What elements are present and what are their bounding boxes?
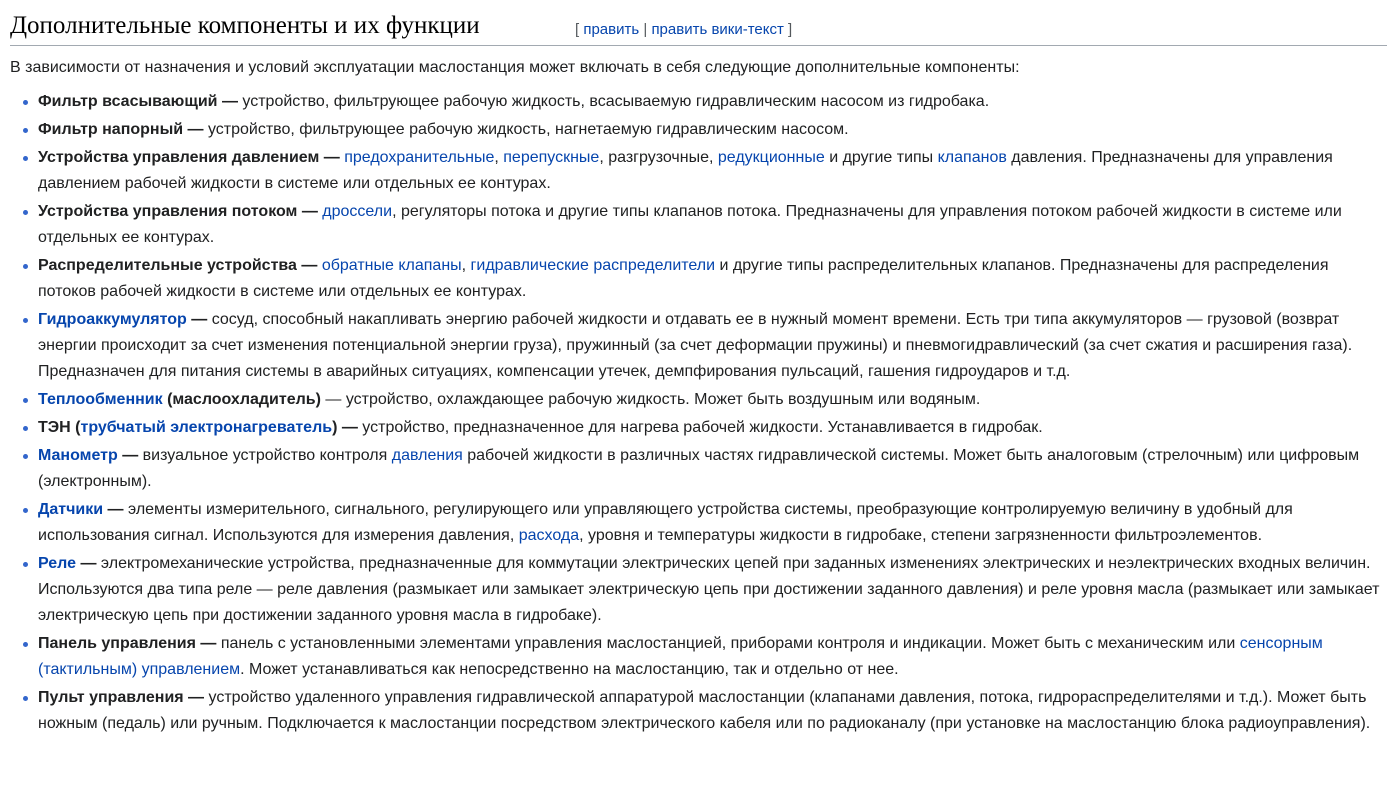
item-dash: — bbox=[217, 93, 243, 110]
item-text: , bbox=[461, 257, 471, 274]
list-item-remote-control bbox=[10, 685, 1387, 737]
item-term-rest: ) bbox=[332, 419, 338, 436]
link-relay[interactable]: Реле bbox=[38, 555, 77, 572]
link-sensors[interactable]: Датчики bbox=[38, 501, 104, 518]
list-item-flow-control bbox=[10, 199, 1387, 251]
edit-bracket-open: [ bbox=[575, 21, 580, 38]
item-dash: — bbox=[296, 257, 322, 274]
item-dash: — bbox=[76, 555, 101, 572]
list-item-suction-filter bbox=[10, 89, 1387, 115]
item-term: Панель управления bbox=[38, 635, 196, 652]
link-pressure[interactable]: давления bbox=[391, 447, 463, 464]
list-item-heat-exchanger bbox=[10, 387, 1387, 413]
item-text: , регуляторы потока и другие типы клапанов потока. Предназначены для управления потоком рабочей жидкости в системе или отдельных ее контурах. bbox=[38, 203, 1342, 246]
item-text: устройство, фильтрующее рабочую жидкость, нагнетаемую гидравлическим насосом. bbox=[207, 121, 849, 138]
list-item-sensors bbox=[10, 497, 1387, 549]
item-term: Фильтр всасывающий bbox=[38, 93, 218, 110]
link-check-valves[interactable]: обратные клапаны bbox=[321, 257, 462, 274]
item-dash: — bbox=[117, 447, 143, 464]
item-dash: — bbox=[183, 689, 209, 706]
item-text: элементы измерительного, сигнального, регулирующего или управляющего устройства системы, преобразующие контролируемую величину в удобный для использования сигнал. Используются для измерения давления, bbox=[38, 501, 1293, 544]
item-text: и другие типы распределительных клапанов. Предназначены для распределения потоков рабочей жидкости в системе или отдельных ее контурах. bbox=[38, 257, 1329, 300]
item-term: Устройства управления потоком bbox=[38, 203, 298, 220]
section-heading bbox=[10, 0, 1387, 46]
item-text: устройство удаленного управления гидравлической аппаратурой маслостанции (клапанами давления, потока, гидрораспределителями и т.д.). Может быть ножным (педаль) или ручным. Подключается к маслостанции посредством электрического кабеля или по радиоканалу (при установке на маслостанцию блока радиоуправления). bbox=[38, 689, 1371, 732]
bullet-icon bbox=[23, 508, 28, 513]
list-item-control-panel bbox=[10, 631, 1387, 683]
item-dash: — bbox=[183, 121, 208, 138]
item-term: Распределительные устройства bbox=[38, 257, 297, 274]
item-text: , уровня и температуры жидкости в гидробаке, степени загрязненности фильтроэлементов. bbox=[579, 527, 1263, 544]
item-term: ТЭН ( bbox=[38, 419, 81, 436]
edit-section-links bbox=[575, 20, 792, 40]
link-flow-rate[interactable]: расхода bbox=[518, 527, 580, 544]
link-valves[interactable]: клапанов bbox=[937, 149, 1007, 166]
link-manometer[interactable]: Манометр bbox=[38, 447, 118, 464]
edit-source-link[interactable]: править вики-текст bbox=[651, 21, 784, 38]
link-accumulator[interactable]: Гидроаккумулятор bbox=[38, 311, 187, 328]
item-text: устройство, фильтрующее рабочую жидкость, всасываемую гидравлическим насосом из гидробака. bbox=[242, 93, 990, 110]
item-term: Пульт управления bbox=[38, 689, 184, 706]
list-item-manometer bbox=[10, 443, 1387, 495]
bullet-icon bbox=[23, 454, 28, 459]
edit-separator: | bbox=[643, 21, 648, 38]
item-dash: — bbox=[319, 149, 345, 166]
item-text: и другие типы bbox=[824, 149, 938, 166]
item-text: устройство, предназначенное для нагрева рабочей жидкости. Устанавливается в гидробак. bbox=[362, 419, 1043, 436]
item-text: устройство, охлаждающее рабочую жидкость. Может быть воздушным или водяным. bbox=[345, 391, 981, 408]
edit-bracket-close: ] bbox=[788, 21, 793, 38]
edit-link[interactable]: править bbox=[583, 21, 640, 38]
list-item-pressure-control bbox=[10, 145, 1387, 197]
list-item-relay bbox=[10, 551, 1387, 629]
bullet-icon bbox=[23, 100, 28, 105]
item-text: рабочей жидкости в различных частях гидравлической системы. Может быть аналоговым (стрелочным) или цифровым (электронным). bbox=[38, 447, 1360, 490]
bullet-icon bbox=[23, 696, 28, 701]
item-dash: — bbox=[103, 501, 128, 518]
item-text: электромеханические устройства, предназначенные для коммутации электрических цепей при заданных изменениях электрических и неэлектрических входных величин. Используются два типа реле — реле давления (размыкает или замыкает электрическую цепь при достижении заданного давления) и реле уровня масла (размыкает или замыкает электрическую цепь при достижении заданного уровня масла в гидробаке). bbox=[38, 555, 1380, 624]
bullet-icon bbox=[23, 562, 28, 567]
item-text: , bbox=[494, 149, 504, 166]
bullet-icon bbox=[23, 426, 28, 431]
list-item-pressure-filter bbox=[10, 117, 1387, 143]
link-heat-exchanger[interactable]: Теплообменник bbox=[38, 391, 163, 408]
bullet-icon bbox=[23, 156, 28, 161]
bullet-icon bbox=[23, 264, 28, 269]
item-dash: — bbox=[297, 203, 323, 220]
link-relief-valves[interactable]: предохранительные bbox=[344, 149, 495, 166]
intro-paragraph: В зависимости от назначения и условий эксплуатации маслостанция может включать в себя следующие дополнительные компоненты: bbox=[10, 59, 1020, 76]
link-touch-control[interactable]: сенсорным (тактильным) управлением bbox=[38, 635, 1323, 678]
item-text: сосуд, способный накапливать энергию рабочей жидкости и отдавать ее в нужный момент времени. Есть три типа аккумуляторов — грузовой (возврат энергии происходит за счет изменения потенциальной энергии груза), пружинный (за счет деформации пружины) и пневмогидравлический (за счет сжатия и расширения газа). Предназначен для питания системы в аварийных ситуациях, компенсации утечек, демпфирования пульсаций, гашения гидроударов и т.д. bbox=[38, 311, 1353, 380]
item-term-rest: (маслоохладитель) bbox=[162, 391, 321, 408]
item-dash: — bbox=[337, 419, 363, 436]
link-bypass-valves[interactable]: перепускные bbox=[503, 149, 600, 166]
bullet-icon bbox=[23, 318, 28, 323]
components-list bbox=[10, 89, 1387, 739]
list-item-heater bbox=[10, 415, 1387, 441]
link-reducing-valves[interactable]: редукционные bbox=[717, 149, 825, 166]
bullet-icon bbox=[23, 128, 28, 133]
section-title: Дополнительные компоненты и их функции bbox=[10, 12, 480, 39]
list-item-distribution-devices bbox=[10, 253, 1387, 305]
item-term: Фильтр напорный bbox=[38, 121, 184, 138]
item-dash: — bbox=[320, 391, 346, 408]
item-text: панель с установленными элементами управления маслостанцией, приборами контроля и индикации. Может быть с механическим или bbox=[220, 635, 1240, 652]
item-text: давления. Предназначены для управления давлением рабочей жидкости в системе или отдельных ее контурах. bbox=[38, 149, 1333, 192]
list-item-accumulator bbox=[10, 307, 1387, 385]
item-term: Устройства управления давлением bbox=[38, 149, 320, 166]
bullet-icon bbox=[23, 210, 28, 215]
item-dash: — bbox=[195, 635, 221, 652]
link-throttles[interactable]: дроссели bbox=[322, 203, 393, 220]
link-tubular-heater[interactable]: трубчатый электронагреватель bbox=[80, 419, 333, 436]
item-text: . Может устанавливаться как непосредственно на маслостанцию, так и отдельно от нее. bbox=[240, 661, 899, 678]
link-hydraulic-distributors[interactable]: гидравлические распределители bbox=[470, 257, 716, 274]
item-text: , разгрузочные, bbox=[599, 149, 718, 166]
item-text: визуальное устройство контроля bbox=[142, 447, 392, 464]
item-dash: — bbox=[186, 311, 212, 328]
bullet-icon bbox=[23, 642, 28, 647]
bullet-icon bbox=[23, 398, 28, 403]
